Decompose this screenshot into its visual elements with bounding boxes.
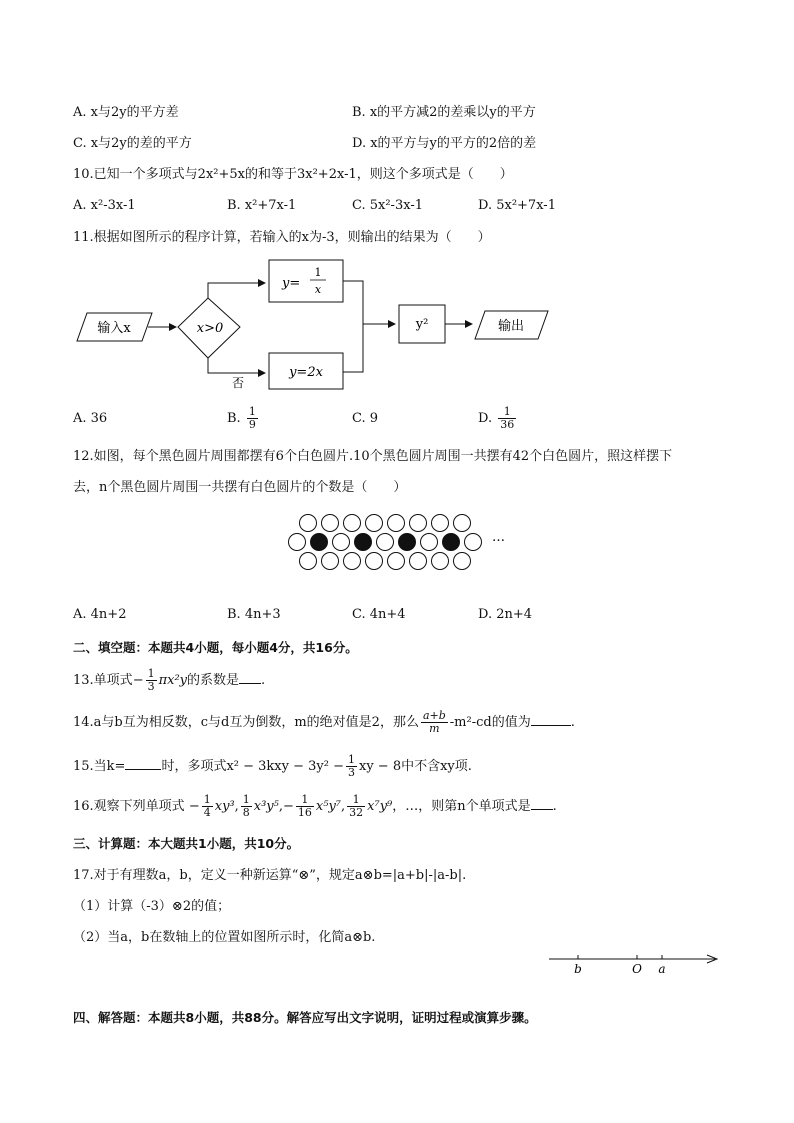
q12-disc-pattern [280,510,520,574]
q17-part1: （1）计算（-3）⊗2的值； [73,899,231,914]
q10-option-c: C. 5x²-3x-1 [352,198,423,213]
q11-stem: 11.根据如图所示的程序计算，若输入的x为-3，则输出的结果为（ ） [73,230,491,245]
q9-option-c: C. x与2y的差的平方 [73,136,192,151]
white-disc [289,534,306,551]
white-disc [421,534,438,551]
q16: 16.观察下列单项式 − $\frac{1}{4}$ xy³, $\frac{1}{8}$ x³y⁵,− $\frac{1}{16}$ x⁵y⁷, $\frac{1}{32}$ x⁷y⁹，…，则第n个单项式是 . [73,793,557,819]
white-disc [300,553,317,570]
section3-heading: 三、计算题：本大题共1小题，共10分。 [73,836,300,851]
flow-input-label: 输入x [97,321,131,336]
axis-label-o: O [632,962,642,976]
q10-option-b: B. x²+7x-1 [227,198,297,213]
flow-top-box-num: 1 [314,266,322,279]
black-disc [355,534,372,551]
q12-option-c: C. 4n+4 [352,607,406,622]
q10-option-a: A. x²-3x-1 [73,198,136,213]
flow-top-box-den: x [314,283,322,296]
white-disc [344,553,361,570]
q11-option-c: C. 9 [352,411,379,426]
q12-stem-line2: 去，n个黑色圆片周围一共摆有白色圆片的个数是（ ） [73,480,407,495]
q12-stem-line1: 12.如图，每个黑色圆片周围都摆有6个白色圆片.10个黑色圆片周围一共摆有42个白色圆片，照这样摆下 [73,449,673,464]
q10-option-d: D. 5x²+7x-1 [478,198,556,213]
q14: 14.a与b互为相反数，c与d互为倒数，m的绝对值是2，那么 $\frac{a+b}{m}$ -m²-cd的值为 . [73,709,575,735]
white-disc [432,553,449,570]
black-disc [399,534,416,551]
q11-flowchart [70,255,560,395]
white-disc [388,515,405,532]
flow-top-box [269,260,343,302]
q11-option-d: D. $\frac{1}{36}$ [478,405,515,431]
q12-ellipsis: … [492,530,505,545]
flow-top-box-prefix: y= [282,276,301,291]
flow-square-label: y² [415,317,429,332]
black-disc [311,534,328,551]
q15: 15.当k= 时，多项式x² − 3kxy − 3y² − $\frac{1}{3}$ xy − 8中不含xy项. [73,753,472,779]
q12-option-d: D. 2n+4 [478,607,533,622]
white-disc [410,515,427,532]
white-disc [410,553,427,570]
flow-bottom-box-label: y=2x [289,365,323,380]
black-disc [443,534,460,551]
q11-option-b: B. $\frac{1}{9}$ [227,405,256,431]
flow-condition-label: x>0 [196,321,224,336]
white-disc [366,553,383,570]
q17-stem: 17.对于有理数a，b，定义一种新运算“⊗”，规定a⊗b=|a+b|-|a-b|. [73,868,467,883]
q12-option-a: A. 4n+2 [73,607,127,622]
axis-label-b: b [574,962,582,976]
section2-heading: 二、填空题：本题共4小题，每小题4分，共16分。 [73,640,358,655]
q9-option-d: D. x的平方与y的平方的2倍的差 [352,136,537,151]
white-disc [465,534,482,551]
white-disc [377,534,394,551]
flow-output-label: 输出 [497,319,525,334]
axis-label-a: a [658,962,666,976]
white-disc [322,553,339,570]
white-disc [454,553,471,570]
white-disc [366,515,383,532]
white-disc [333,534,350,551]
q9-option-b: B. x的平方减2的差乘以y的平方 [352,105,536,120]
section4-heading: 四、解答题：本题共8小题，共88分。解答应写出文字说明，证明过程或演算步骤。 [73,1010,537,1025]
white-disc [432,515,449,532]
white-disc [454,515,471,532]
q12-option-b: B. 4n+3 [227,607,281,622]
flow-no-label: 否 [232,376,245,390]
q17-part2: （2）当a，b在数轴上的位置如图所示时，化简a⊗b. [73,930,376,945]
q13: 13.单项式− $\frac{1}{3}$ πx²y的系数是 . [73,667,266,693]
q9-option-a: A. x与2y的平方差 [73,105,179,120]
q10-stem: 10.已知一个多项式与2x²+5x的和等于3x²+2x-1，则这个多项式是（ ） [73,167,513,182]
white-disc [344,515,361,532]
white-disc [300,515,317,532]
q17-number-line [545,950,725,980]
white-disc [322,515,339,532]
white-disc [388,553,405,570]
q11-option-a: A. 36 [73,411,108,426]
